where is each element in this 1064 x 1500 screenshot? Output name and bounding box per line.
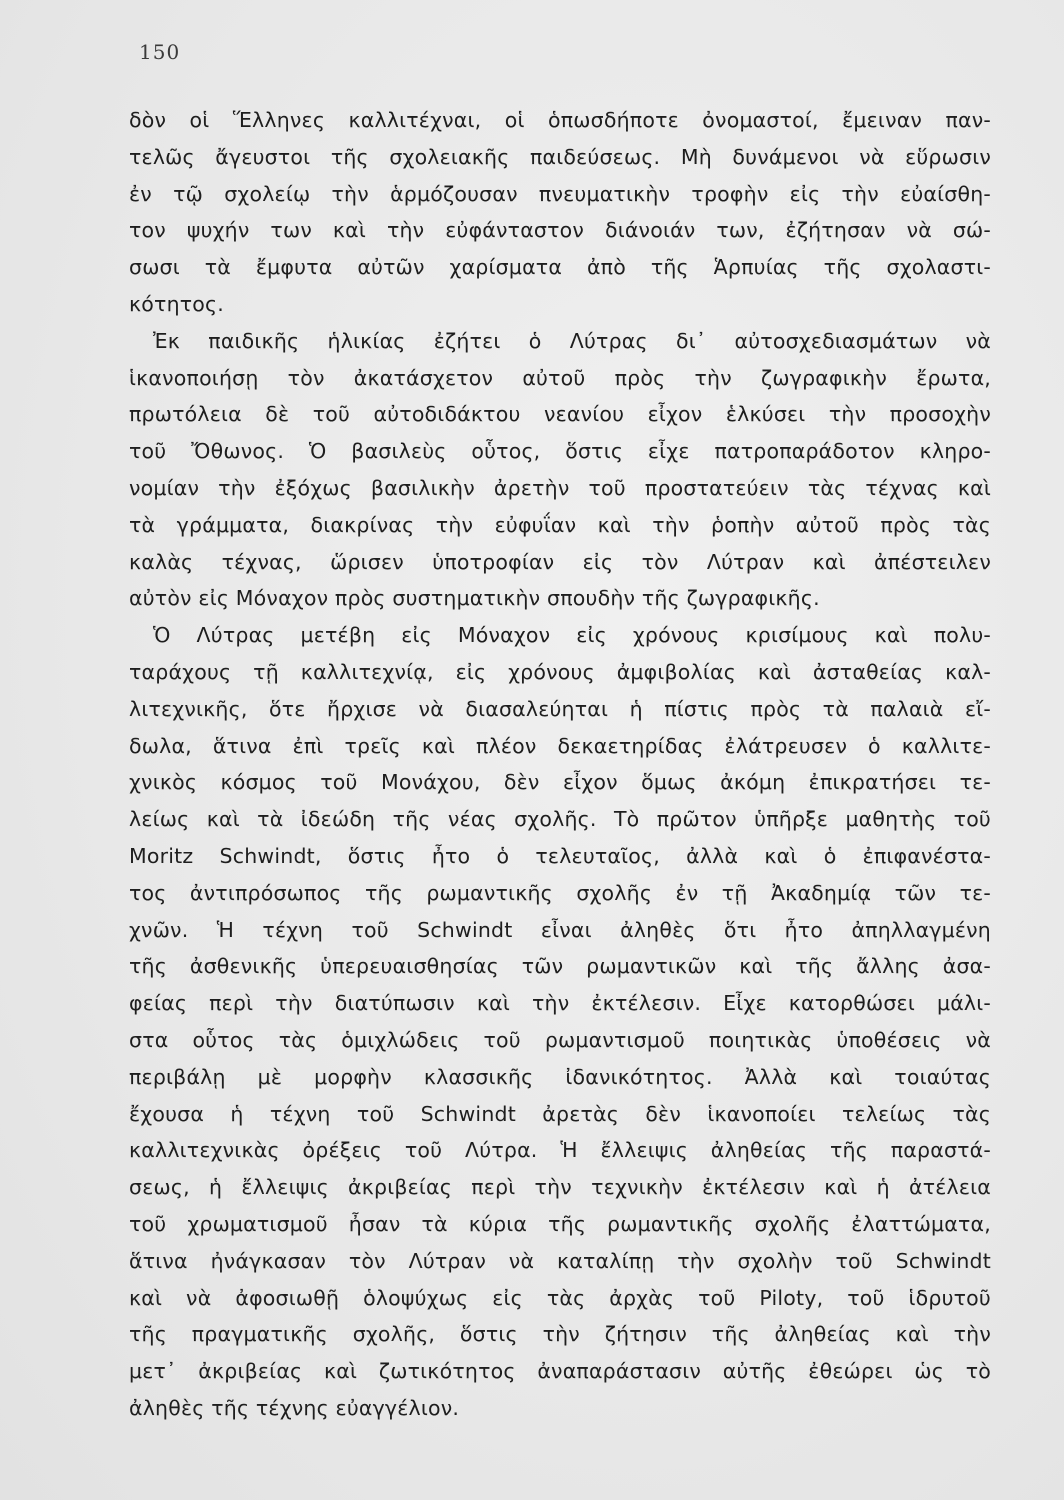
- text-line: τοῦ χρωματισμοῦ ἦσαν τὰ κύρια τῆς ρωμαντικῆς σχολῆς ἐλαττώματα,: [129, 1211, 991, 1236]
- text-line: σεως, ἡ ἔλλειψις ἀκριβείας περὶ τὴν τεχνικὴν ἐκτέλεσιν καὶ ἡ ἀτέλεια: [129, 1175, 991, 1200]
- text-line: Moritz Schwindt, ὅστις ἦτο ὁ τελευταῖος, ἀλλὰ καὶ ὁ ἐπιφανέστα-: [129, 843, 991, 868]
- text-line: ἐν τῷ σχολείῳ τὴν ἁρμόζουσαν πνευματικὴν τροφὴν εἰς τὴν εὐαίσθη-: [129, 181, 991, 206]
- text-line: αὐτὸν εἰς Μόναχον πρὸς συστηματικὴν σπουδὴν τῆς ζωγραφικῆς.: [129, 586, 820, 611]
- text-line: περιβάλῃ μὲ μορφὴν κλασσικῆς ἰδανικότητος. Ἀλλὰ καὶ τοιαύτας: [129, 1064, 991, 1089]
- text-line: δωλα, ἅτινα ἐπὶ τρεῖς καὶ πλέον δεκαετηρίδας ἐλάτρευσεν ὁ καλλιτε-: [129, 733, 991, 758]
- body-text: [129, 102, 991, 1427]
- text-line: τος ἀντιπρόσωπος τῆς ρωμαντικῆς σχολῆς ἐν τῇ Ἀκαδημίᾳ τῶν τε-: [129, 880, 991, 905]
- text-line: χνικὸς κόσμος τοῦ Μονάχου, δὲν εἶχον ὅμως ἀκόμη ἐπικρατήσει τε-: [129, 770, 991, 795]
- text-line: λείως καὶ τὰ ἰδεώδη τῆς νέας σχολῆς. Τὸ πρῶτον ὑπῆρξε μαθητὴς τοῦ: [129, 807, 991, 832]
- text-line: τῆς ἀσθενικῆς ὑπερευαισθησίας τῶν ρωμαντικῶν καὶ τῆς ἄλλης ἀσα-: [129, 954, 991, 979]
- text-line: ἱκανοποιήσῃ τὸν ἀκατάσχετον αὐτοῦ πρὸς τὴν ζωγραφικὴν ἔρωτα,: [129, 365, 991, 390]
- text-line: καλὰς τέχνας, ὥρισεν ὑποτροφίαν εἰς τὸν Λύτραν καὶ ἀπέστειλεν: [129, 549, 991, 574]
- text-line: ἔχουσα ἡ τέχνη τοῦ Schwindt ἀρετὰς δὲν ἱκανοποίει τελείως τὰς: [129, 1101, 991, 1126]
- text-line: μετ᾽ ἀκριβείας καὶ ζωτικότητος ἀναπαράστασιν αὐτῆς ἐθεώρει ὡς τὸ: [129, 1359, 991, 1384]
- text-line: Ἐκ παιδικῆς ἡλικίας ἐζήτει ὁ Λύτρας δι᾽ αὐτοσχεδιασμάτων νὰ: [153, 328, 991, 353]
- text-line: χνῶν. Ἡ τέχνη τοῦ Schwindt εἶναι ἀληθὲς ὅτι ἦτο ἀπηλλαγμένη: [129, 917, 991, 942]
- text-line: ταράχους τῇ καλλιτεχνίᾳ, εἰς χρόνους ἀμφιβολίας καὶ ἀσταθείας καλ-: [129, 659, 991, 684]
- text-line: καὶ νὰ ἀφοσιωθῇ ὁλοψύχως εἰς τὰς ἀρχὰς τοῦ Piloty, τοῦ ἱδρυτοῦ: [129, 1285, 991, 1310]
- text-line: τὰ γράμματα, διακρίνας τὴν εὐφυΐαν καὶ τὴν ῥοπὴν αὐτοῦ πρὸς τὰς: [129, 512, 991, 537]
- text-line: νομίαν τὴν ἐξόχως βασιλικὴν ἀρετὴν τοῦ προστατεύειν τὰς τέχνας καὶ: [129, 475, 991, 500]
- text-line: στα οὗτος τὰς ὁμιχλώδεις τοῦ ρωμαντισμοῦ ποιητικὰς ὑποθέσεις νὰ: [129, 1027, 991, 1052]
- text-line: ἀληθὲς τῆς τέχνης εὐαγγέλιον.: [129, 1395, 460, 1420]
- text-line: σωσι τὰ ἔμφυτα αὐτῶν χαρίσματα ἀπὸ τῆς Ἁρπυίας τῆς σχολαστι-: [129, 255, 991, 280]
- text-line: ἅτινα ἠνάγκασαν τὸν Λύτραν νὰ καταλίπῃ τὴν σχολὴν τοῦ Schwindt: [129, 1248, 991, 1273]
- text-line: καλλιτεχνικὰς ὀρέξεις τοῦ Λύτρα. Ἡ ἔλλειψις ἀληθείας τῆς παραστά-: [129, 1138, 991, 1163]
- text-line: κότητος.: [129, 291, 224, 316]
- text-line: πρωτόλεια δὲ τοῦ αὐτοδιδάκτου νεανίου εἶχον ἑλκύσει τὴν προσοχὴν: [129, 402, 991, 427]
- text-line: τον ψυχήν των καὶ τὴν εὐφάνταστον διάνοιάν των, ἐζήτησαν νὰ σώ-: [129, 218, 991, 243]
- text-line: τῆς πραγματικῆς σχολῆς, ὅστις τὴν ζήτησιν τῆς ἀληθείας καὶ τὴν: [129, 1322, 991, 1347]
- text-line: Ὁ Λύτρας μετέβη εἰς Μόναχον εἰς χρόνους κρισίμους καὶ πολυ-: [153, 623, 991, 648]
- text-line: τοῦ Ὄθωνος. Ὁ βασιλεὺς οὗτος, ὅστις εἶχε πατροπαράδοτον κληρο-: [129, 439, 991, 464]
- text-line: λιτεχνικῆς, ὅτε ἤρχισε νὰ διασαλεύηται ἡ πίστις πρὸς τὰ παλαιὰ εἴ-: [129, 696, 991, 721]
- text-line: δὸν οἱ Ἕλληνες καλλιτέχναι, οἱ ὁπωσδήποτε ὀνομαστοί, ἔμειναν παν-: [129, 108, 991, 132]
- text-line: τελῶς ἄγευστοι τῆς σχολειακῆς παιδεύσεως. Μὴ δυνάμενοι νὰ εὕρωσιν: [129, 144, 991, 169]
- text-line: φείας περὶ τὴν διατύπωσιν καὶ τὴν ἐκτέλεσιν. Εἶχε κατορθώσει μάλι-: [129, 991, 991, 1016]
- page-number: 150: [139, 40, 181, 64]
